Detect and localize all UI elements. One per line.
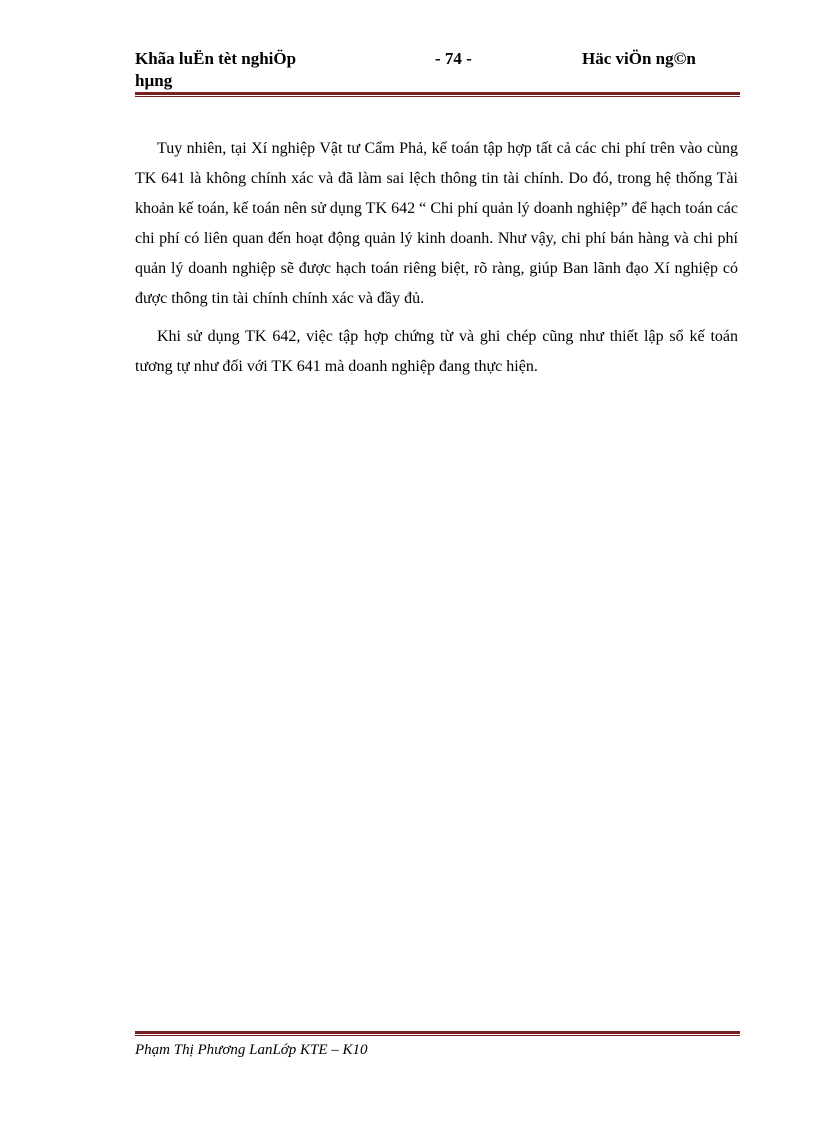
page-footer: Phạm Thị Phương LanLớp KTE – K10 (135, 1042, 368, 1058)
footer-divider (135, 1031, 740, 1036)
header-thesis-title: Khãa luËn tèt nghiÖp hµng (135, 49, 297, 90)
header-institution: Häc viÖn ng©n (582, 49, 696, 68)
header-divider (135, 92, 740, 97)
header-divider-thin-line (135, 96, 740, 97)
page-header (135, 48, 740, 96)
body-text (135, 134, 738, 390)
paragraph-1: Tuy nhiên, tại Xí nghiệp Vật tư Cẩm Phả, kế toán tập hợp tất cả các chi phí trên vào cùng TK 641 là không chính xác và đã làm sai lệch thông tin tài chính. Do đó, trong hệ thống Tài khoản kế toán, kế toán nên sử dụng TK 642 “ Chi phí quản lý doanh nghiệp” để hạch toán các chi phí có liên quan đến hoạt động quản lý kinh doanh. Như vậy, chi phí bán hàng và chi phí quản lý doanh nghiệp sẽ được hạch toán riêng biệt, rõ ràng, giúp Ban lãnh đạo Xí nghiệp có được thông tin tài chính chính xác và đầy đủ. (135, 140, 738, 307)
header-divider-thick-line (135, 92, 740, 95)
paragraph-2: Khi sử dụng TK 642, việc tập hợp chứng từ và ghi chép cũng như thiết lập sổ kế toán tương tự như đối với TK 641 mà doanh nghiệp đang thực hiện. (135, 328, 738, 375)
footer-divider-thick-line (135, 1031, 740, 1034)
footer-divider-thin-line (135, 1035, 740, 1036)
page-number: - 74 - (435, 49, 472, 68)
